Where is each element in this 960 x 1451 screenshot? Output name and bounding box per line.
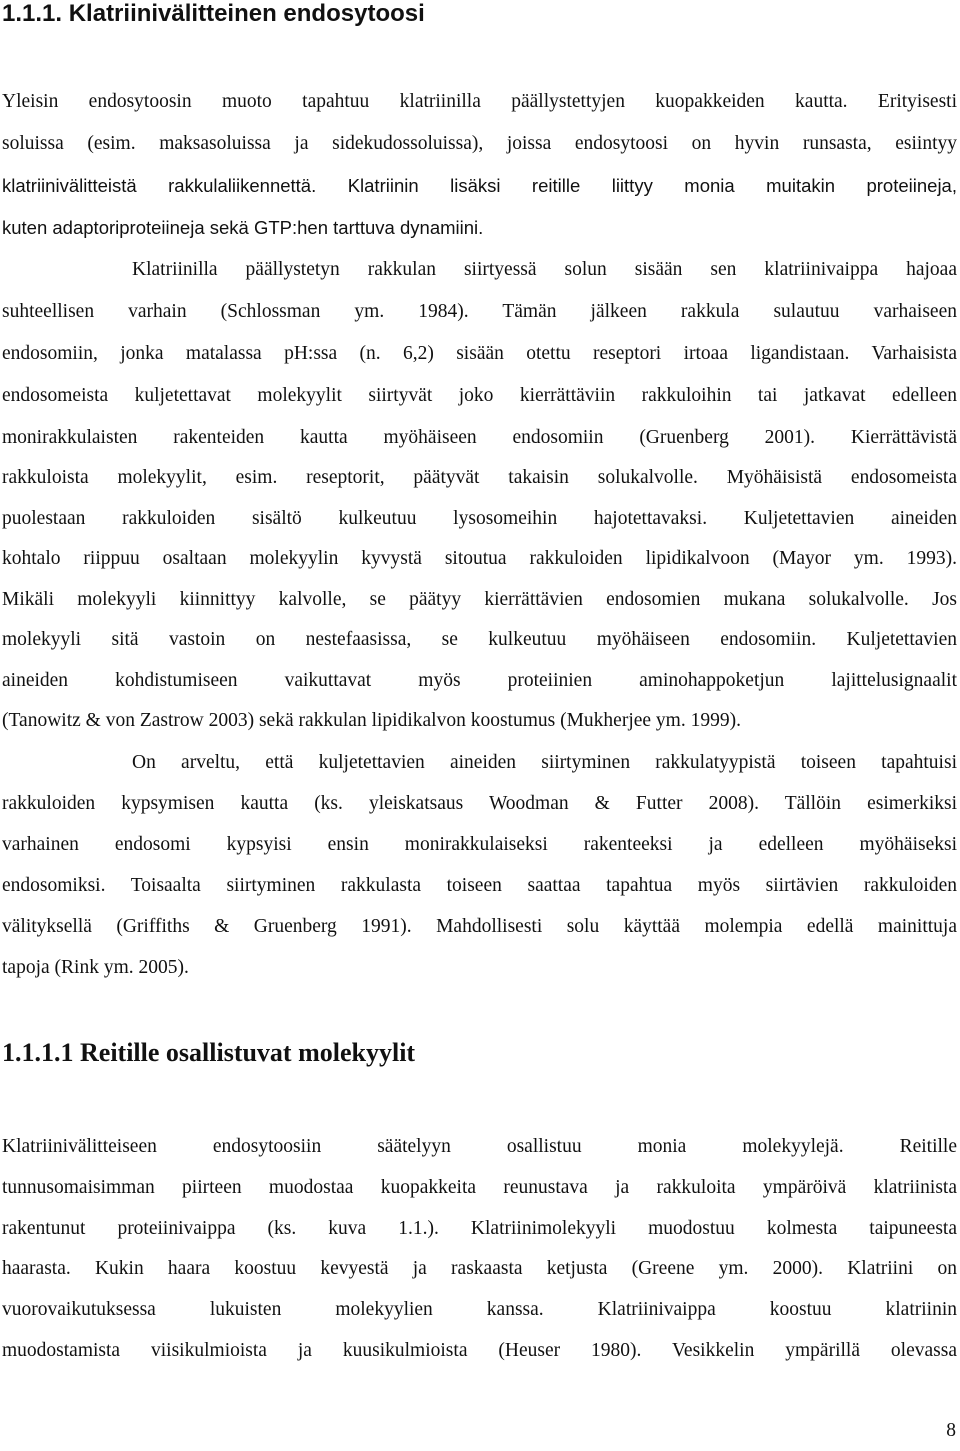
paragraph-line: rakkuloista molekyylit, esim. reseptorit, päätyvät takaisin solukalvolle. Myöhäisistä endosomeista — [2, 467, 957, 488]
paragraph-line: monirakkulaisten rakenteiden kautta myöhäiseen endosomiin (Gruenberg 2001). Kierrättävistä — [2, 427, 957, 448]
paragraph-line: varhainen endosomi kypsyisi ensin monirakkulaiseksi rakenteeksi ja edelleen myöhäiseksi — [2, 834, 957, 855]
paragraph-line: suhteellisen varhain (Schlossman ym. 1984). Tämän jälkeen rakkula sulautuu varhaiseen — [2, 301, 957, 322]
paragraph-line: endosomiin, jonka matalassa pH:ssa (n. 6,2) sisään otettu reseptori irtoaa ligandistaan. Varhaisista — [2, 343, 957, 364]
paragraph-line: (Tanowitz & von Zastrow 2003) sekä rakkulan lipidikalvon koostumus (Mukherjee ym. 1999). — [2, 710, 741, 731]
paragraph-line: puolestaan rakkuloiden sisältö kulkeutuu lysosomeihin hajotettavaksi. Kuljetettavien aineiden — [2, 508, 957, 529]
paragraph-line: rakentunut proteiinivaippa (ks. kuva 1.1.). Klatriinimolekyyli muodostuu kolmesta taipuneesta — [2, 1218, 957, 1239]
paragraph-line: kohtalo riippuu osaltaan molekyylin kyvystä sitoutua rakkuloiden lipidikalvoon (Mayor ym. 1993). — [2, 548, 957, 569]
paragraph-line: rakkuloiden kypsymisen kautta (ks. yleiskatsaus Woodman & Futter 2008). Tällöin esimerkiksi — [2, 793, 957, 814]
paragraph-line: endosomiksi. Toisaalta siirtyminen rakkulasta toiseen saattaa tapahtua myös siirtävien rakkuloiden — [2, 875, 957, 896]
paragraph-line: Yleisin endosytoosin muoto tapahtuu klatriinilla päällystettyjen kuopakkeiden kautta. Erityisesti — [2, 91, 957, 112]
page-number: 8 — [946, 1420, 956, 1441]
paragraph-line: klatriinivälitteistä rakkulaliikennettä. Klatriinin lisäksi reitille liittyy monia muitakin proteiineja, — [2, 175, 957, 196]
paragraph-line: välityksellä (Griffiths & Gruenberg 1991). Mahdollisesti solu käyttää molempia edellä mainittuja — [2, 916, 957, 937]
paragraph-line: muodostamista viisikulmioista ja kuusikulmioista (Heuser 1980). Vesikkelin ympärillä olevassa — [2, 1340, 957, 1361]
paragraph-line: molekyyli sitä vastoin on nestefaasissa, se kulkeutuu myöhäiseen endosomiin. Kuljetettavien — [2, 629, 957, 650]
paragraph-line: kuten adaptoriproteiineja sekä GTP:hen tarttuva dynamiini. — [2, 217, 484, 238]
paragraph-line: tapoja (Rink ym. 2005). — [2, 957, 189, 978]
paragraph-line: vuorovaikutuksessa lukuisten molekyylien kanssa. Klatriinivaippa koostuu klatriinin — [2, 1299, 957, 1320]
paragraph-line: Klatriinilla päällystetyn rakkulan siirtyessä solun sisään sen klatriinivaippa hajoaa — [132, 259, 957, 280]
paragraph-line: tunnusomaisimman piirteen muodostaa kuopakkeita reunustava ja rakkuloita ympäröivä klatriinista — [2, 1177, 957, 1198]
paragraph-line: endosomeista kuljetettavat molekyylit siirtyvät joko kierrättäviin rakkuloihin tai jatkavat edelleen — [2, 385, 957, 406]
paragraph-line: soluissa (esim. maksasoluissa ja sidekudossoluissa), joissa endosytoosi on hyvin runsasta, esiintyy — [2, 133, 957, 154]
paragraph-line: aineiden kohdistumiseen vaikuttavat myös proteiinien aminohappoketjun lajittelusignaalit — [2, 670, 957, 691]
subsection-heading: 1.1.1.1 Reitille osallistuvat molekyylit — [2, 1038, 416, 1067]
paragraph-line: On arveltu, että kuljetettavien aineiden siirtyminen rakkulatyypistä toiseen tapahtuisi — [132, 752, 957, 773]
paragraph-line: Klatriinivälitteiseen endosytoosiin säätelyyn osallistuu monia molekyylejä. Reitille — [2, 1136, 957, 1157]
paragraph-line: haarasta. Kukin haara koostuu kevyestä ja raskaasta ketjusta (Greene ym. 2000). Klatriini on — [2, 1258, 957, 1279]
paragraph-line: Mikäli molekyyli kiinnittyy kalvolle, se päätyy kierrättävien endosomien mukana solukalvolle. Jos — [2, 589, 957, 610]
section-heading: 1.1.1. Klatriinivälitteinen endosytoosi — [2, 0, 425, 27]
